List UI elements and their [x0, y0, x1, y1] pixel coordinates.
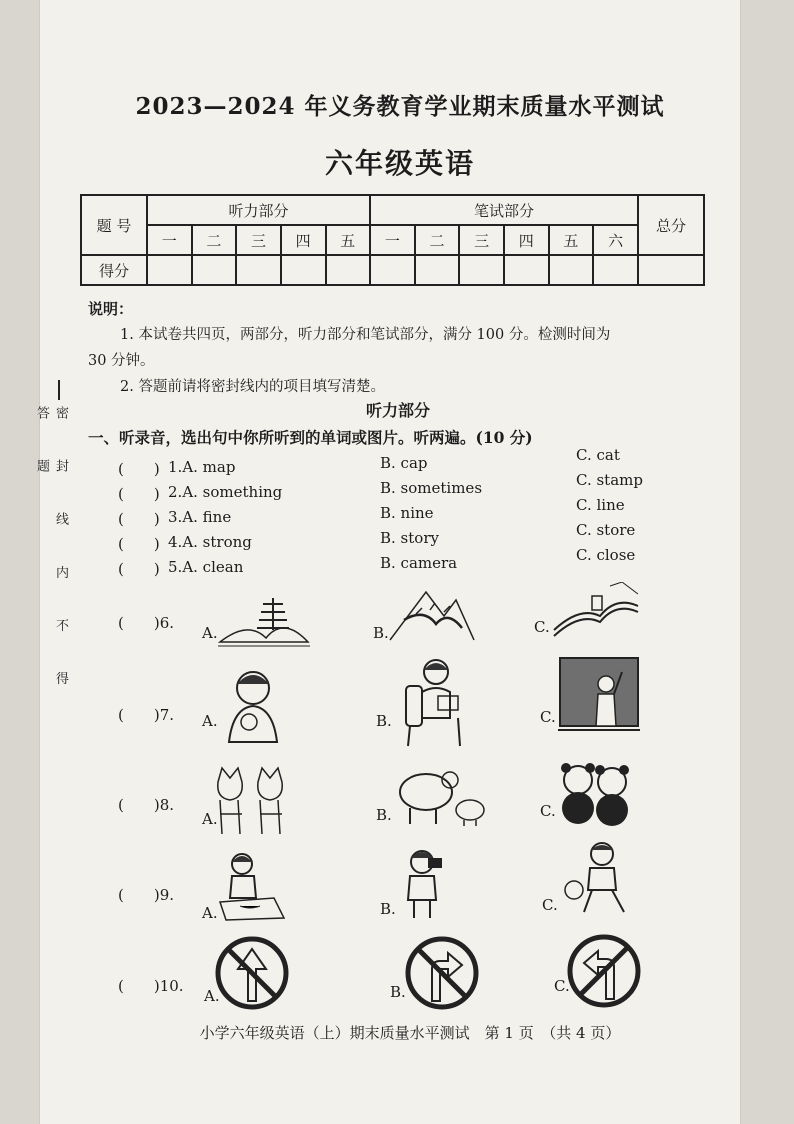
- picture-question-7: [118, 670, 718, 760]
- picture-question-8: [118, 760, 718, 850]
- answer-blank[interactable]: ( ): [118, 535, 160, 553]
- listening-num: 一: [147, 225, 192, 255]
- score-cell[interactable]: [638, 255, 704, 285]
- option-b: B. cap: [380, 454, 428, 472]
- answer-blank[interactable]: ( ): [118, 460, 160, 478]
- score-table: [80, 194, 705, 286]
- question-number[interactable]: ( )9.: [118, 886, 175, 904]
- score-cell[interactable]: [459, 255, 504, 285]
- option-b-label: B.: [376, 712, 392, 730]
- question-number[interactable]: ( )7.: [118, 706, 175, 724]
- instruction-1-cont: 30 分钟。: [88, 353, 155, 369]
- binding-line: [34, 380, 76, 740]
- option-b-label: B.: [390, 983, 406, 1001]
- score-cell[interactable]: [415, 255, 460, 285]
- option-b: B. story: [380, 529, 439, 547]
- score-cell[interactable]: [192, 255, 237, 285]
- option-c: C. close: [576, 546, 636, 564]
- score-cell[interactable]: [593, 255, 638, 285]
- score-cell[interactable]: [370, 255, 415, 285]
- written-num: 四: [504, 225, 549, 255]
- boy-drawing-icon: [216, 848, 288, 922]
- option-b: B. camera: [380, 554, 458, 572]
- option-a: A. something: [182, 483, 283, 501]
- mountain-tree-icon: [386, 580, 476, 646]
- option-c: C. stamp: [576, 471, 643, 489]
- listening-num: 三: [236, 225, 281, 255]
- answer-blank[interactable]: ( ): [118, 510, 160, 528]
- child-with-toy-icon: [213, 664, 293, 746]
- option-b-label: B.: [376, 806, 392, 824]
- question-number: 4.: [168, 533, 183, 551]
- option-c-label: C.: [542, 896, 558, 914]
- listening-num: 五: [326, 225, 371, 255]
- no-straight-sign-icon: [214, 935, 290, 1011]
- question1-heading: 一、听录音，选出句中你所听到的单词或图片。听两遍。(10 分): [88, 428, 533, 447]
- score-cell[interactable]: [326, 255, 371, 285]
- instruction-2: 2. 答题前请将密封线内的项目填写清楚。: [120, 379, 385, 395]
- written-num: 五: [549, 225, 594, 255]
- option-b: B. sometimes: [380, 479, 483, 497]
- option-c: C. cat: [576, 446, 620, 464]
- no-right-turn-sign-icon: [404, 935, 480, 1011]
- written-num: 二: [415, 225, 460, 255]
- question-number[interactable]: ( )8.: [118, 796, 175, 814]
- cats-icon: [214, 764, 292, 836]
- option-c: C. line: [576, 496, 625, 514]
- score-cell[interactable]: [236, 255, 281, 285]
- page-footer: 小学六年级英语（上）期末质量水平测试 第 1 页 （共 4 页）: [199, 1024, 621, 1042]
- instructions-label: 说明：: [88, 300, 134, 318]
- option-a: A. map: [182, 458, 236, 476]
- option-a-label: A.: [204, 987, 220, 1005]
- option-c-label: C.: [540, 708, 556, 726]
- pandas-icon: [556, 760, 636, 830]
- option-a-label: A.: [202, 624, 218, 642]
- written-header: 笔试部分: [370, 195, 638, 225]
- option-a: A. strong: [182, 533, 252, 551]
- option-c: C. store: [576, 521, 636, 539]
- boy-photographing-icon: [394, 846, 454, 920]
- answer-blank[interactable]: ( ): [118, 560, 160, 578]
- question-number: 5.: [168, 558, 183, 576]
- question-number[interactable]: ( )10.: [118, 977, 184, 995]
- option-c-label: C.: [540, 802, 556, 820]
- score-cell[interactable]: [147, 255, 192, 285]
- word-question: [118, 546, 718, 580]
- listening-num: 二: [192, 225, 237, 255]
- word-question: [118, 471, 718, 505]
- option-c-label: C.: [554, 977, 570, 995]
- option-b: B. nine: [380, 504, 434, 522]
- instructions: [88, 296, 708, 400]
- listening-header: 听力部分: [147, 195, 370, 225]
- no-left-turn-sign-icon: [566, 933, 642, 1009]
- question-number: 3.: [168, 508, 183, 526]
- option-a: A. clean: [182, 558, 244, 576]
- section-heading: 听力部分: [365, 401, 430, 420]
- picture-question-10: [118, 935, 718, 1025]
- exam-subtitle: 六年级英语: [324, 147, 475, 180]
- written-num: 一: [370, 225, 415, 255]
- exam-title: 2023—2024 年义务教育学业期末质量水平测试: [135, 93, 665, 120]
- option-b-label: B.: [373, 624, 389, 642]
- girl-reading-icon: [398, 656, 474, 748]
- listening-num: 四: [281, 225, 326, 255]
- boy-basketball-icon: [562, 840, 632, 916]
- girl-at-blackboard-icon: [558, 656, 640, 742]
- pagoda-icon: [218, 590, 310, 650]
- option-c-label: C.: [534, 618, 550, 636]
- score-cell[interactable]: [281, 255, 326, 285]
- binding-text: 密 封 线 内 不 得 答 题: [46, 400, 70, 740]
- score-row-label: 得分: [81, 255, 147, 285]
- score-header-label: 题 号: [81, 195, 147, 255]
- picture-question-9: [118, 840, 718, 930]
- score-cell[interactable]: [504, 255, 549, 285]
- great-wall-icon: [550, 582, 642, 642]
- sheep-icon: [396, 764, 488, 828]
- question-number: 2.: [168, 483, 183, 501]
- option-b-label: B.: [380, 900, 396, 918]
- instruction-1: 1. 本试卷共四页，两部分，听力部分和笔试部分，满分 100 分。检测时间为: [120, 327, 611, 343]
- option-a: A. fine: [182, 508, 232, 526]
- question-number[interactable]: ( )6.: [118, 614, 175, 632]
- option-a-label: A.: [202, 904, 218, 922]
- written-num: 六: [593, 225, 638, 255]
- written-num: 三: [459, 225, 504, 255]
- question-number: 1.: [168, 458, 183, 476]
- score-cell[interactable]: [549, 255, 594, 285]
- answer-blank[interactable]: ( ): [118, 485, 160, 503]
- option-a-label: A.: [202, 810, 218, 828]
- total-header: 总分: [638, 195, 704, 255]
- option-a-label: A.: [202, 712, 218, 730]
